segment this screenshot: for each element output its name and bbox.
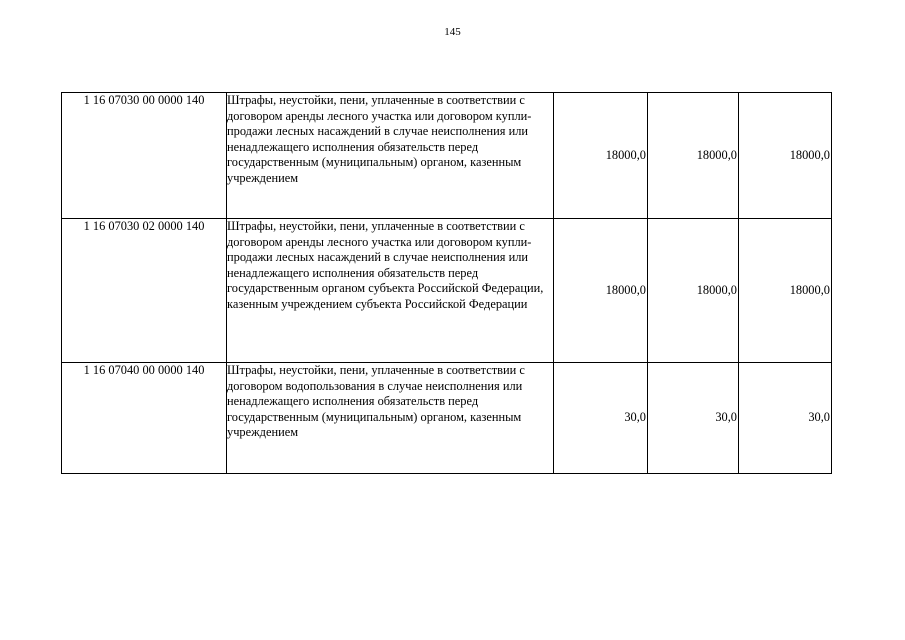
revenue-table <box>61 92 832 474</box>
description-cell: Штрафы, неустойки, пени, уплаченные в соответствии с договором аренды лесного участка или договором купли-продажи лесных насаждений в случае неисполнения или ненадлежащего исполнения обязательств перед государственным (муниципальным) органом, казенным учреждением <box>227 93 554 219</box>
budget-code-cell: 1 16 07040 00 0000 140 <box>62 363 227 474</box>
amount-cell-year-1: 18000,0 <box>554 219 648 363</box>
page-number: 145 <box>444 26 461 38</box>
amount-cell-year-1: 30,0 <box>554 363 648 474</box>
budget-code-cell: 1 16 07030 02 0000 140 <box>62 219 227 363</box>
table-row <box>62 93 832 219</box>
amount-cell-year-3: 18000,0 <box>739 219 832 363</box>
table-row <box>62 363 832 474</box>
description-cell: Штрафы, неустойки, пени, уплаченные в соответствии с договором водопользования в случае неисполнения или ненадлежащего исполнения обязательств перед государственным (муниципальным) органом, казенным учреждением <box>227 363 554 474</box>
amount-cell-year-3: 30,0 <box>739 363 832 474</box>
budget-code-cell: 1 16 07030 00 0000 140 <box>62 93 227 219</box>
amount-cell-year-3: 18000,0 <box>739 93 832 219</box>
amount-cell-year-1: 18000,0 <box>554 93 648 219</box>
table-row <box>62 219 832 363</box>
amount-cell-year-2: 18000,0 <box>648 93 739 219</box>
amount-cell-year-2: 18000,0 <box>648 219 739 363</box>
amount-cell-year-2: 30,0 <box>648 363 739 474</box>
description-cell: Штрафы, неустойки, пени, уплаченные в соответствии с договором аренды лесного участка или договором купли-продажи лесных насаждений в случае неисполнения или ненадлежащего исполнения обязательств перед государственным органом субъекта Российской Федерации, казенным учреждением субъекта Российской Федерации <box>227 219 554 363</box>
